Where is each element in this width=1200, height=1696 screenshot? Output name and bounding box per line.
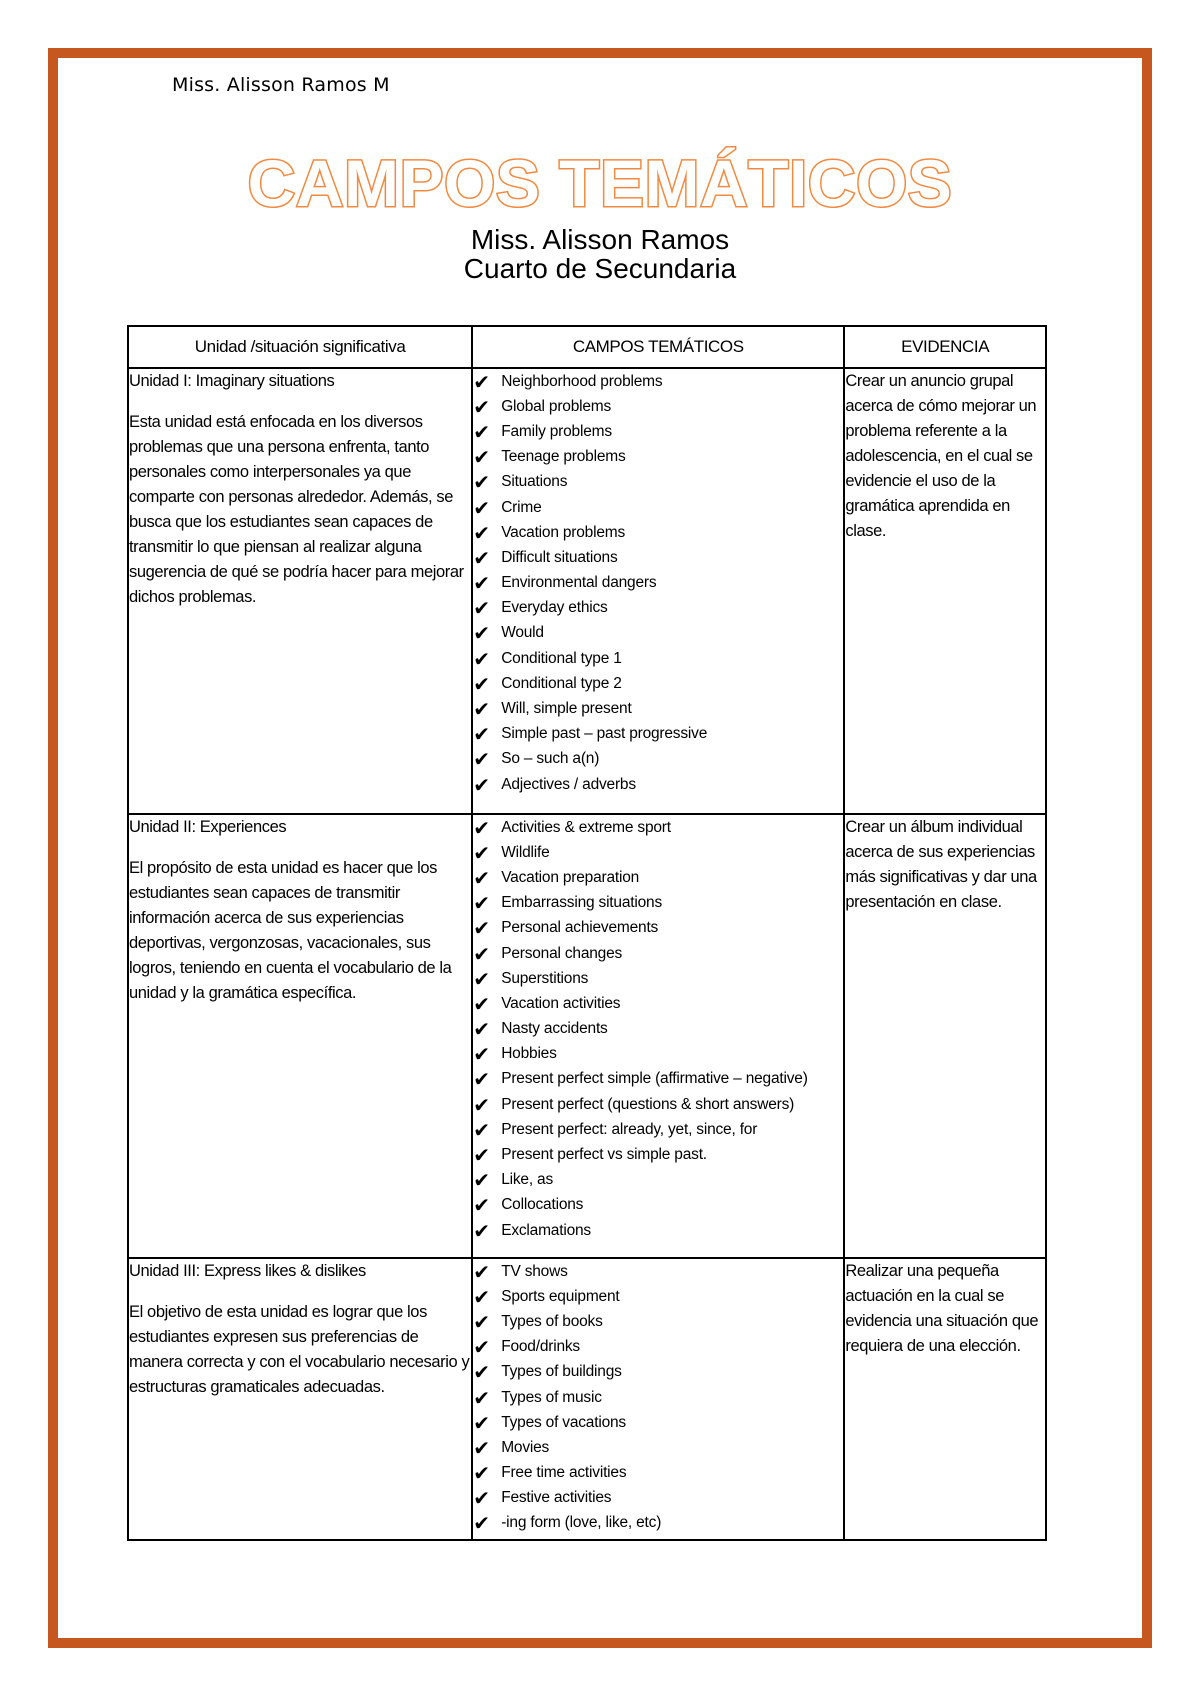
check-icon: ✔ — [473, 966, 490, 991]
topic-label: Personal changes — [501, 944, 623, 962]
list-item — [473, 916, 843, 941]
unit-cell — [128, 1258, 472, 1540]
header-unit: Unidad /situación significativa — [128, 326, 472, 368]
check-icon: ✔ — [473, 1284, 490, 1309]
list-item — [473, 1142, 843, 1167]
list-item — [473, 865, 843, 890]
unit-description: Esta unidad está enfocada en los diversos problemas que una persona enfrenta, tanto personales como interpersonales ya que comparte con personas alrededor. Además, se busca que los estudiantes sean capaces de transmitir lo que piensan al realizar alguna sugerencia de qué se podría hacer para mejorar dichos problemas. — [129, 413, 464, 606]
check-icon: ✔ — [473, 840, 490, 865]
topic-label: Conditional type 2 — [501, 674, 622, 692]
topic-label: Vacation problems — [501, 523, 626, 541]
check-icon: ✔ — [473, 991, 490, 1016]
topic-label: Present perfect simple (affirmative – negative) — [501, 1070, 808, 1088]
check-icon: ✔ — [473, 1435, 490, 1460]
table-row — [128, 814, 1046, 1258]
table-row — [128, 1258, 1046, 1540]
check-icon: ✔ — [473, 1461, 490, 1486]
list-item — [473, 1410, 843, 1435]
list-item — [473, 671, 843, 696]
topic-label: Types of vacations — [501, 1413, 626, 1431]
topic-label: TV shows — [501, 1262, 568, 1280]
topic-label: Present perfect vs simple past. — [501, 1146, 707, 1164]
check-icon: ✔ — [473, 1067, 490, 1092]
check-icon: ✔ — [473, 1168, 490, 1193]
list-item — [473, 1486, 843, 1511]
topic-label: Food/drinks — [501, 1338, 580, 1356]
list-item — [473, 966, 843, 991]
check-icon: ✔ — [473, 596, 490, 621]
unit-cell — [128, 368, 472, 814]
list-item — [473, 1017, 843, 1042]
topic-label: Nasty accidents — [501, 1020, 608, 1038]
unit-cell — [128, 814, 472, 1258]
table-header-row — [128, 326, 1046, 368]
topic-label: Crime — [501, 498, 542, 516]
list-item — [473, 571, 843, 596]
list-item — [473, 1461, 843, 1486]
check-icon: ✔ — [473, 1092, 490, 1117]
check-icon: ✔ — [473, 1042, 490, 1067]
topic-label: Free time activities — [501, 1464, 627, 1482]
topic-label: -ing form (love, like, etc) — [501, 1514, 662, 1532]
list-item — [473, 646, 843, 671]
check-icon: ✔ — [473, 747, 490, 772]
check-icon: ✔ — [473, 1486, 490, 1511]
check-icon: ✔ — [473, 1385, 490, 1410]
unit-title: Unidad II: Experiences — [129, 818, 287, 836]
check-icon: ✔ — [473, 445, 490, 470]
list-item — [473, 419, 843, 444]
list-item — [473, 470, 843, 495]
list-item — [473, 1511, 843, 1536]
topic-label: Like, as — [501, 1171, 554, 1189]
check-icon: ✔ — [473, 545, 490, 570]
check-icon: ✔ — [473, 815, 490, 840]
topic-label: Wildlife — [501, 843, 550, 861]
list-item — [473, 1309, 843, 1334]
check-icon: ✔ — [473, 1309, 490, 1334]
check-icon: ✔ — [473, 520, 490, 545]
check-icon: ✔ — [473, 1410, 490, 1435]
check-icon: ✔ — [473, 419, 490, 444]
topic-label: Teenage problems — [501, 448, 626, 466]
check-icon: ✔ — [473, 470, 490, 495]
check-icon: ✔ — [473, 772, 490, 797]
check-icon: ✔ — [473, 571, 490, 596]
check-icon: ✔ — [473, 621, 490, 646]
topics-cell — [472, 814, 844, 1258]
list-item — [473, 1284, 843, 1309]
evidence-cell: Crear un álbum individual acerca de sus experiencias más significativas y dar una presentación en clase. — [844, 814, 1046, 1258]
topic-label: Present perfect: already, yet, since, for — [501, 1120, 758, 1138]
check-icon: ✔ — [473, 697, 490, 722]
topic-label: Vacation preparation — [501, 868, 640, 886]
unit-description: El propósito de esta unidad es hacer que los estudiantes sean capaces de transmitir información acerca de sus experiencias deportivas, vergonzosas, vacacionales, sus logros, teniendo en cuenta el vocabulario de la unidad y la gramática específica. — [129, 859, 452, 1002]
list-item — [473, 1259, 843, 1284]
check-icon: ✔ — [473, 941, 490, 966]
check-icon: ✔ — [473, 394, 490, 419]
check-icon: ✔ — [473, 369, 490, 394]
topic-label: Hobbies — [501, 1045, 557, 1063]
list-item — [473, 891, 843, 916]
topic-label: Everyday ethics — [501, 599, 608, 617]
topic-label: Types of buildings — [501, 1363, 622, 1381]
page-title: CAMPOS TEMÁTICOS — [247, 146, 953, 220]
unit-title: Unidad III: Express likes & dislikes — [129, 1262, 366, 1280]
list-item — [473, 445, 843, 470]
list-item — [473, 394, 843, 419]
topic-label: Collocations — [501, 1196, 584, 1214]
check-icon: ✔ — [473, 1017, 490, 1042]
topic-label: Simple past – past progressive — [501, 725, 708, 743]
subtitle-teacher: Miss. Alisson Ramos — [470, 224, 730, 255]
list-item — [473, 1218, 843, 1243]
list-item — [473, 941, 843, 966]
topic-label: Activities & extreme sport — [501, 818, 671, 836]
topic-label: Present perfect (questions & short answers) — [501, 1095, 795, 1113]
topics-cell — [472, 368, 844, 814]
list-item — [473, 1385, 843, 1410]
topic-label: Embarrassing situations — [501, 894, 662, 912]
check-icon: ✔ — [473, 646, 490, 671]
topic-list — [473, 369, 843, 797]
list-item — [473, 772, 843, 797]
check-icon: ✔ — [473, 722, 490, 747]
topic-label: Environmental dangers — [501, 574, 657, 592]
list-item — [473, 1092, 843, 1117]
topic-label: Festive activities — [501, 1489, 612, 1507]
list-item — [473, 495, 843, 520]
evidence-cell: Crear un anuncio grupal acerca de cómo mejorar un problema referente a la adolescencia, en el cual se evidencie el uso de la gramática aprendida en clase. — [844, 368, 1046, 814]
list-item — [473, 1042, 843, 1067]
list-item — [473, 840, 843, 865]
check-icon: ✔ — [473, 1335, 490, 1360]
list-item — [473, 1335, 843, 1360]
topic-label: Superstitions — [501, 969, 589, 987]
list-item — [473, 1193, 843, 1218]
list-item — [473, 621, 843, 646]
topic-label: Global problems — [501, 397, 612, 415]
list-item — [473, 1435, 843, 1460]
header-author-name: Miss. Alisson Ramos M — [172, 74, 390, 96]
list-item — [473, 369, 843, 394]
list-item — [473, 815, 843, 840]
topic-label: Movies — [501, 1438, 550, 1456]
list-item — [473, 747, 843, 772]
topic-label: Situations — [501, 473, 568, 491]
list-item — [473, 596, 843, 621]
topic-list — [473, 815, 843, 1243]
check-icon: ✔ — [473, 1511, 490, 1536]
list-item — [473, 1360, 843, 1385]
topic-label: Vacation activities — [501, 994, 621, 1012]
check-icon: ✔ — [473, 1360, 490, 1385]
evidence-cell: Realizar una pequeña actuación en la cual se evidencia una situación que requiera de una elección. — [844, 1258, 1046, 1540]
list-item — [473, 991, 843, 1016]
list-item — [473, 545, 843, 570]
topics-cell — [472, 1258, 844, 1540]
check-icon: ✔ — [473, 865, 490, 890]
topic-label: Will, simple present — [501, 700, 632, 718]
check-icon: ✔ — [473, 671, 490, 696]
check-icon: ✔ — [473, 1193, 490, 1218]
list-item — [473, 1117, 843, 1142]
topic-label: Neighborhood problems — [501, 372, 663, 390]
check-icon: ✔ — [473, 1218, 490, 1243]
topic-label: Difficult situations — [501, 548, 618, 566]
check-icon: ✔ — [473, 916, 490, 941]
list-item — [473, 1067, 843, 1092]
check-icon: ✔ — [473, 1143, 490, 1168]
table-row — [128, 368, 1046, 814]
topic-label: Sports equipment — [501, 1287, 620, 1305]
list-item — [473, 520, 843, 545]
list-item — [473, 696, 843, 721]
subtitle-grade: Cuarto de Secundaria — [463, 253, 737, 284]
check-icon: ✔ — [473, 1117, 490, 1142]
list-item — [473, 722, 843, 747]
thematic-fields-table — [127, 325, 1047, 1541]
topic-label: Exclamations — [501, 1221, 591, 1239]
unit-title: Unidad I: Imaginary situations — [129, 372, 335, 390]
topic-label: Personal achievements — [501, 919, 659, 937]
topic-label: Conditional type 1 — [501, 649, 622, 667]
topic-label: Types of music — [501, 1388, 602, 1406]
unit-description: El objetivo de esta unidad es lograr que los estudiantes expresen sus preferencias de manera correcta y con el vocabulario necesario y estructuras gramaticales adecuadas. — [129, 1303, 470, 1396]
topic-label: Would — [501, 624, 544, 642]
check-icon: ✔ — [473, 1259, 490, 1284]
header-topics: CAMPOS TEMÁTICOS — [472, 326, 844, 368]
list-item — [473, 1168, 843, 1193]
topic-label: Family problems — [501, 422, 612, 440]
topic-list — [473, 1259, 843, 1536]
check-icon: ✔ — [473, 891, 490, 916]
check-icon: ✔ — [473, 495, 490, 520]
topic-label: Adjectives / adverbs — [501, 775, 636, 793]
topic-label: Types of books — [501, 1312, 603, 1330]
header-evidence: EVIDENCIA — [844, 326, 1046, 368]
topic-label: So – such a(n) — [501, 750, 600, 768]
